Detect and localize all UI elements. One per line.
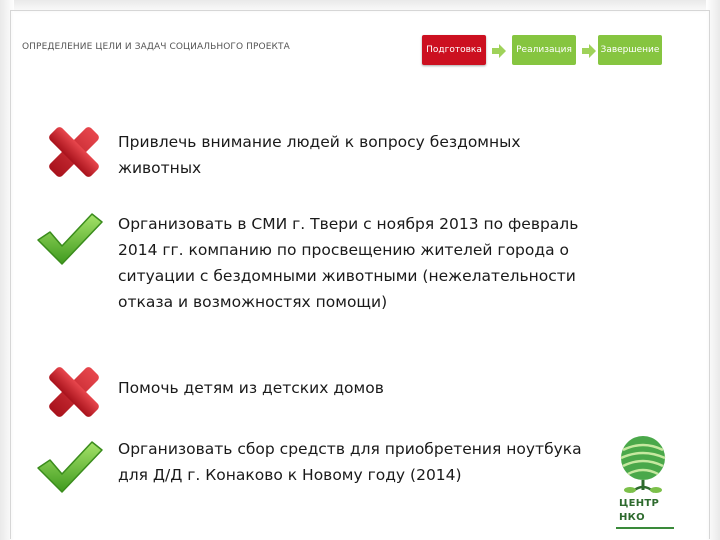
cross-icon — [44, 122, 104, 182]
goal-item: Помочь детям из детских домов — [118, 379, 384, 397]
check-icon — [34, 438, 106, 496]
goal-item: Организовать в СМИ г. Твери с ноября 2013 по февраль 2014 гг. компанию по просвещению жителей города о ситуации с бездомными животными (нежелательности отказа и возможностях помощи) — [118, 215, 579, 311]
goal-item: Организовать сбор средств для приобретения ноутбука для Д/Д г. Конаково к Новому году (2014) — [118, 440, 582, 484]
check-icon — [34, 210, 106, 268]
step-implementation[interactable]: Реализация — [512, 35, 576, 65]
cross-icon — [44, 362, 104, 422]
logo-text-line2: НКО — [619, 512, 645, 523]
logo-text-line1: ЦЕНТР — [619, 498, 660, 509]
goal-item: Привлечь внимание людей к вопросу бездомных животных — [118, 133, 521, 177]
arrow-right-icon — [582, 44, 596, 58]
step-preparation[interactable]: Подготовка — [422, 35, 486, 65]
arrow-right-icon — [492, 44, 506, 58]
slide-title: ОПРЕДЕЛЕНИЕ ЦЕЛИ И ЗАДАЧ СОЦИАЛЬНОГО ПРОЕКТА — [22, 42, 290, 52]
step-completion[interactable]: Завершение — [598, 35, 662, 65]
logo-underline — [616, 527, 674, 529]
